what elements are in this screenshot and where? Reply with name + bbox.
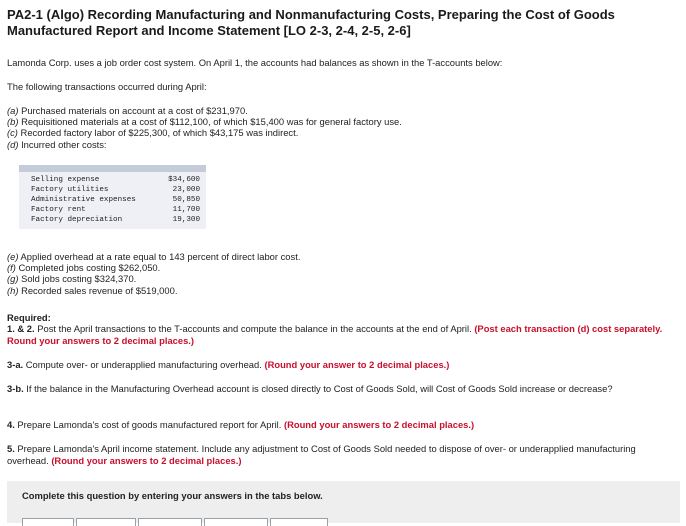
cost-amount: 11,700 <box>172 206 200 214</box>
transaction-e: (e) Applied overhead at a rate equal to 143 percent of direct labor cost. <box>7 251 301 262</box>
answer-panel <box>7 481 680 523</box>
cost-amount: 23,000 <box>172 186 200 194</box>
cost-amount: $34,600 <box>168 176 200 184</box>
required-q3b: 3-b. If the balance in the Manufacturing Overhead account is closed directly to Cost of Goods Sold, will Cost of Goods Sold increase or decrease? <box>7 383 613 394</box>
cost-amount: 19,300 <box>172 216 200 224</box>
transaction-d: (d) Incurred other costs: <box>7 138 107 150</box>
cost-label: Administrative expenses <box>31 196 136 204</box>
required-q4: 4. Prepare Lamonda's cost of goods manufactured report for April. (Round your answers to 2 decimal places.) <box>7 419 475 430</box>
cost-label: Selling expense <box>31 176 100 184</box>
required-q3a: 3-a. Compute over- or underapplied manufacturing overhead. (Round your answer to 2 decimal places.) <box>7 359 450 370</box>
answer-tab[interactable] <box>270 518 328 526</box>
cost-amount: 50,850 <box>172 196 200 204</box>
page-title: PA2-1 (Algo) Recording Manufacturing and Nonmanufacturing Costs, Preparing the Cost of Goods Manufactured Report and Income Statement [LO 2-3, 2-4, 2-5, 2-6] <box>7 7 615 38</box>
required-q1-2: 1. & 2. Post the April transactions to the T-accounts and compute the balance in the accounts at the end of April. (Post each transaction (d) cost separately. Round your answers to 2 decimal places.) <box>7 323 663 346</box>
answer-tab[interactable] <box>204 518 268 526</box>
cost-label: Factory rent <box>31 206 86 214</box>
cost-row <box>31 185 206 195</box>
cost-row <box>31 215 206 225</box>
transactions-intro: The following transactions occurred during April: <box>7 81 207 92</box>
cost-label: Factory utilities <box>31 186 109 194</box>
transactions-list-e-h <box>7 251 300 296</box>
transactions-list-a-d <box>7 105 402 150</box>
transaction-f: (f) Completed jobs costing $262,050. <box>7 262 161 274</box>
cost-label: Factory depreciation <box>31 216 123 224</box>
cost-row <box>31 195 206 205</box>
answer-tab[interactable] <box>22 518 74 526</box>
panel-instruction: Complete this question by entering your answers in the tabs below. <box>22 490 323 501</box>
transaction-h: (h) Recorded sales revenue of $519,000. <box>7 284 178 296</box>
other-costs-table <box>19 165 206 229</box>
cost-row <box>31 205 206 215</box>
cost-row <box>31 175 206 185</box>
transaction-a: (a) Purchased materials on account at a cost of $231,970. <box>7 105 248 116</box>
answer-tab[interactable] <box>76 518 136 526</box>
intro-text: Lamonda Corp. uses a job order cost system. On April 1, the accounts had balances as shown in the T-accounts below: <box>7 57 503 68</box>
answer-tab[interactable] <box>138 518 202 526</box>
transaction-g: (g) Sold jobs costing $324,370. <box>7 273 137 285</box>
transaction-b: (b) Requisitioned materials at a cost of $112,100, of which $15,400 was for general factory use. <box>7 116 402 128</box>
required-heading: Required: <box>7 312 51 323</box>
required-q5: 5. Prepare Lamonda's April income statement. Include any adjustment to Cost of Goods Sold needed to dispose of over- or underapplied manufacturing overhead. (Round your answers to 2 decimal places.) <box>7 443 636 466</box>
transaction-c: (c) Recorded factory labor of $225,300, of which $43,175 was indirect. <box>7 127 299 139</box>
